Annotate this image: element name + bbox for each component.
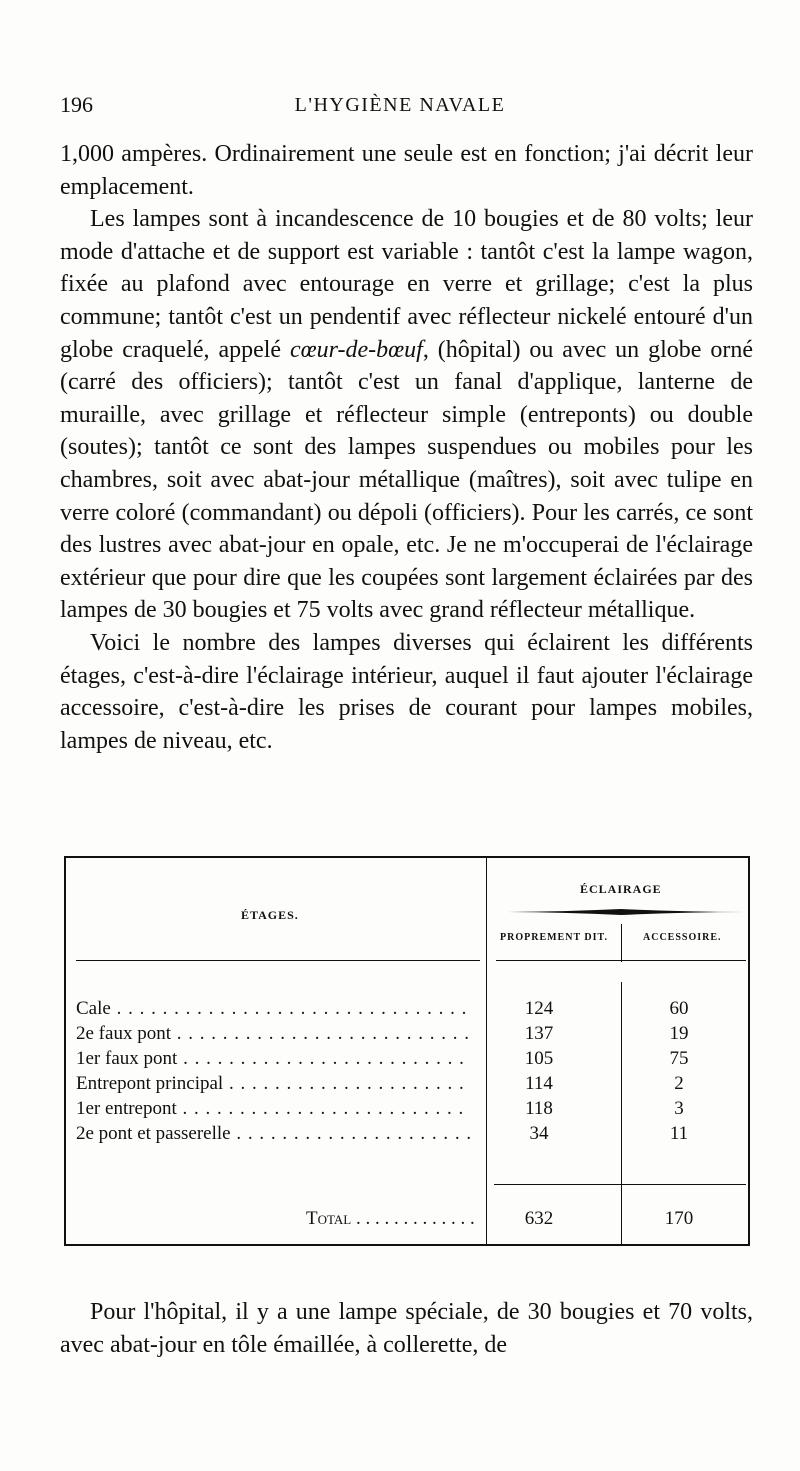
- row-accessoire: 60: [669, 998, 689, 1019]
- header-rule-left: [76, 960, 480, 961]
- row-accessoire: 3: [674, 1098, 684, 1119]
- row-label: Cale . . .: [76, 998, 471, 1020]
- body-text-top: [60, 138, 753, 757]
- table-total-row: [66, 1208, 748, 1234]
- header-rule-right: [496, 960, 746, 961]
- row-label: 2e faux pont . . .: [76, 1023, 471, 1045]
- paragraph-2-part-1: Les lampes sont à incandescence de 10 bougies et de 80 volts; leur mode d'attache et de support est variable : tantôt c'est la lampe wagon, fixée au plafond avec entourage en verre et grillage; c'est la plus commune; tantôt c'est un pendentif avec réflecteur nickelé entouré d'un globe craquelé, appelé: [60, 206, 753, 363]
- paragraph-4: Pour l'hôpital, il y a une lampe spéciale, de 30 bougies et 70 volts, avec abat-jour en tôle émaillée, à collerette, de: [60, 1299, 753, 1358]
- paragraph-2-part-2: , (hôpital) ou avec un globe orné (carré des officiers); tantôt c'est un fanal d'applique, lanterne de muraille, avec grillage et réflecteur simple (entreponts) ou double (soutes); tantôt ce sont des lampes suspendues ou mobiles pour les chambres, soit avec abat-jour métallique (maîtres), soit avec tulipe en verre coloré (commandant) ou dépoli (officiers). Pour les carrés, ce sont des lustres avec abat-jour en opale, etc. Je ne m'occuperai de l'éclairage extérieur que pour dire que les coupées sont largement éclairées par des lampes de 30 bougies et 75 volts avec grand réflecteur métallique.: [60, 336, 754, 624]
- header-accessoire: ACCESSOIRE.: [643, 932, 722, 943]
- total-label: Total . . .: [306, 1208, 474, 1230]
- row-proprement: 137: [524, 1023, 554, 1044]
- lamp-count-table: [64, 856, 750, 1246]
- row-accessoire: 11: [669, 1123, 689, 1144]
- total-rule: [494, 1184, 746, 1185]
- table-row: [66, 998, 748, 1023]
- row-label: Entrepont principal . . .: [76, 1073, 471, 1095]
- row-accessoire: 19: [669, 1023, 689, 1044]
- row-label: 1er entrepont . . .: [76, 1098, 471, 1120]
- body-text-bottom: [60, 1296, 753, 1361]
- page-number: 196: [60, 92, 93, 117]
- row-accessoire: 2: [674, 1073, 684, 1094]
- row-accessoire: 75: [669, 1048, 689, 1069]
- total-proprement: 632: [524, 1208, 554, 1229]
- row-label: 2e pont et passerelle . . .: [76, 1123, 471, 1145]
- table-row: [66, 1123, 748, 1148]
- table-row: [66, 1098, 748, 1123]
- column-divider-header: [621, 924, 622, 962]
- decorative-swell-rule: [496, 908, 746, 916]
- paragraph-2: [60, 203, 753, 627]
- paragraph-1: 1,000 ampères. Ordinairement une seule est en fonction; j'ai décrit leur emplacement.: [60, 141, 753, 200]
- table-row: [66, 1073, 748, 1098]
- row-proprement: 118: [525, 1098, 553, 1119]
- header-proprement-dit: PROPREMENT DIT.: [500, 932, 608, 943]
- paragraph-3: Voici le nombre des lampes diverses qui éclairent les différents étages, c'est-à-dire l'éclairage intérieur, auquel il faut ajouter l'éclairage accessoire, c'est-à-dire les prises de courant pour lampes mobiles, lampes de niveau, etc.: [60, 629, 753, 754]
- row-proprement: 105: [524, 1048, 554, 1069]
- header-etages: ÉTAGES.: [241, 908, 299, 922]
- header-eclairage: ÉCLAIRAGE: [580, 882, 662, 896]
- paragraph-2-italic-term: cœur-de-bœuf: [290, 336, 423, 363]
- row-proprement: 114: [525, 1073, 553, 1094]
- table-row: [66, 1048, 748, 1073]
- running-head: [60, 92, 740, 122]
- row-proprement: 124: [524, 998, 554, 1019]
- running-title: L'HYGIÈNE NAVALE: [294, 94, 506, 116]
- table-body: [66, 998, 748, 1148]
- row-label: 1er faux pont . . .: [76, 1048, 471, 1070]
- row-proprement: 34: [529, 1123, 549, 1144]
- total-accessoire: 170: [664, 1208, 694, 1229]
- table-row: [66, 1023, 748, 1048]
